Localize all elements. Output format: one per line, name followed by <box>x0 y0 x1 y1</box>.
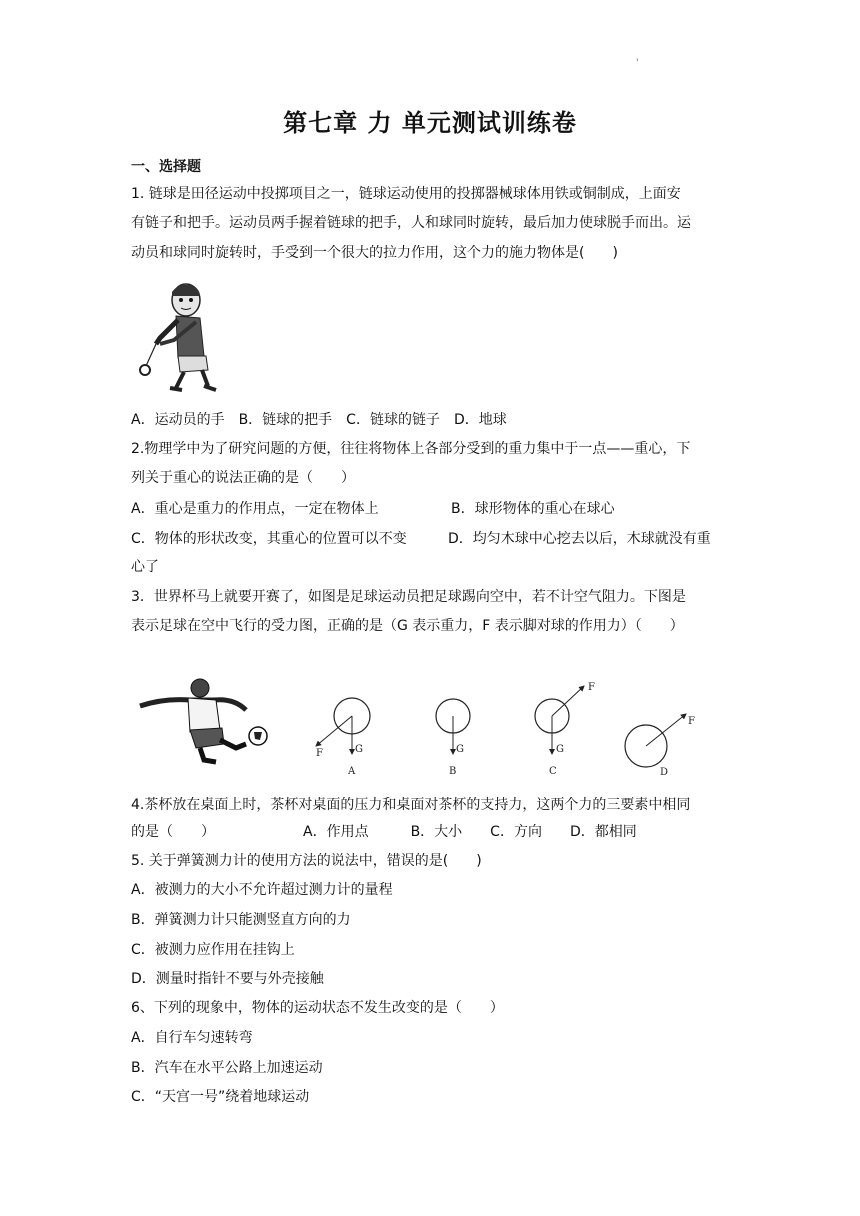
diagram-d-f-label: F <box>688 716 695 727</box>
diagram-d-label: D <box>660 767 669 778</box>
q2-option-d: D．均匀木球中心挖去以后，木球就没有重 <box>448 531 711 547</box>
diagram-b-label: B <box>449 766 457 777</box>
q3-line-2: 表示足球在空中飞行的受力图，正确的是（G 表示重力，F 表示脚对球的作用力）（ ） <box>131 618 684 634</box>
q3-line-1: 3．世界杯马上就要开赛了，如图是足球运动员把足球踢向空中，若不计空气阻力。下图是 <box>131 589 686 605</box>
page-title: 第七章 力 单元测试训练卷 <box>283 109 577 137</box>
diagram-a-label: A <box>348 766 356 777</box>
q2-option-c: C．物体的形状改变，其重心的位置可以不变 <box>131 531 407 547</box>
q1-line-3: 动员和球同时旋转时，手受到一个很大的拉力作用，这个力的施力物体是( ) <box>131 245 618 261</box>
diagram-c <box>535 682 595 777</box>
q2-option-d-cont: 心了 <box>131 559 159 575</box>
q5-option-c: C．被测力应作用在挂钩上 <box>131 942 295 958</box>
diagram-a-f-label: F <box>316 748 323 759</box>
q2-option-a: A．重心是重力的作用点，一定在物体上 <box>131 501 379 517</box>
q6-option-c: C．“天宫一号”绕着地球运动 <box>131 1089 310 1105</box>
q2-line-2: 列关于重心的说法正确的是（ ） <box>131 470 355 486</box>
diagram-a <box>316 698 370 777</box>
force-diagrams <box>300 678 720 782</box>
diagram-b-g-label: G <box>456 744 464 755</box>
q5-stem: 5. 关于弹簧测力计的使用方法的说法中，错误的是( ) <box>131 853 482 869</box>
q1-options: A．运动员的手 B．链球的把手 C．链球的链子 D．地球 <box>131 412 507 428</box>
q4-line-2: 的是（ ） <box>131 824 215 840</box>
q5-option-a: A．被测力的大小不允许超过测力计的量程 <box>131 882 393 898</box>
q1-line-1: 1. 链球是田径运动中投掷项目之一，链球运动使用的投掷器械球体用铁或铜制成，上面安 <box>131 186 681 202</box>
q1-line-2: 有链子和把手。运动员两手握着链球的把手，人和球同时旋转，最后加力使球脱手而出。运 <box>131 215 691 231</box>
q6-stem: 6、下列的现象中，物体的运动状态不发生改变的是（ ） <box>131 1000 504 1016</box>
q4-line-1: 4.茶杯放在桌面上时，茶杯对桌面的压力和桌面对茶杯的支持力，这两个力的三要素中相同 <box>131 797 691 813</box>
soccer-player-figure <box>134 670 294 770</box>
diagram-c-label: C <box>549 766 557 777</box>
q2-line-1: 2.物理学中为了研究问题的方便，往往将物体上各部分受到的重力集中于一点——重心，下 <box>131 441 691 457</box>
q5-option-d: D．测量时指针不要与外壳接触 <box>131 971 324 987</box>
diagram-b <box>436 699 470 777</box>
q5-option-b: B．弹簧测力计只能测竖直方向的力 <box>131 912 351 928</box>
q4-options: A．作用点 B．大小 C．方向 D．都相同 <box>303 824 637 840</box>
q6-option-b: B．汽车在水平公路上加速运动 <box>131 1060 323 1076</box>
q2-option-b: B．球形物体的重心在球心 <box>451 501 615 517</box>
diagram-d <box>625 714 695 778</box>
diagram-c-g-label: G <box>556 744 564 755</box>
header-mark: ' <box>636 58 639 68</box>
diagram-a-g-label: G <box>355 744 363 755</box>
diagram-c-f-label: F <box>588 682 595 693</box>
section-heading: 一、选择题 <box>131 159 201 175</box>
q6-option-a: A．自行车匀速转弯 <box>131 1030 253 1046</box>
hammer-thrower-figure <box>134 278 224 398</box>
